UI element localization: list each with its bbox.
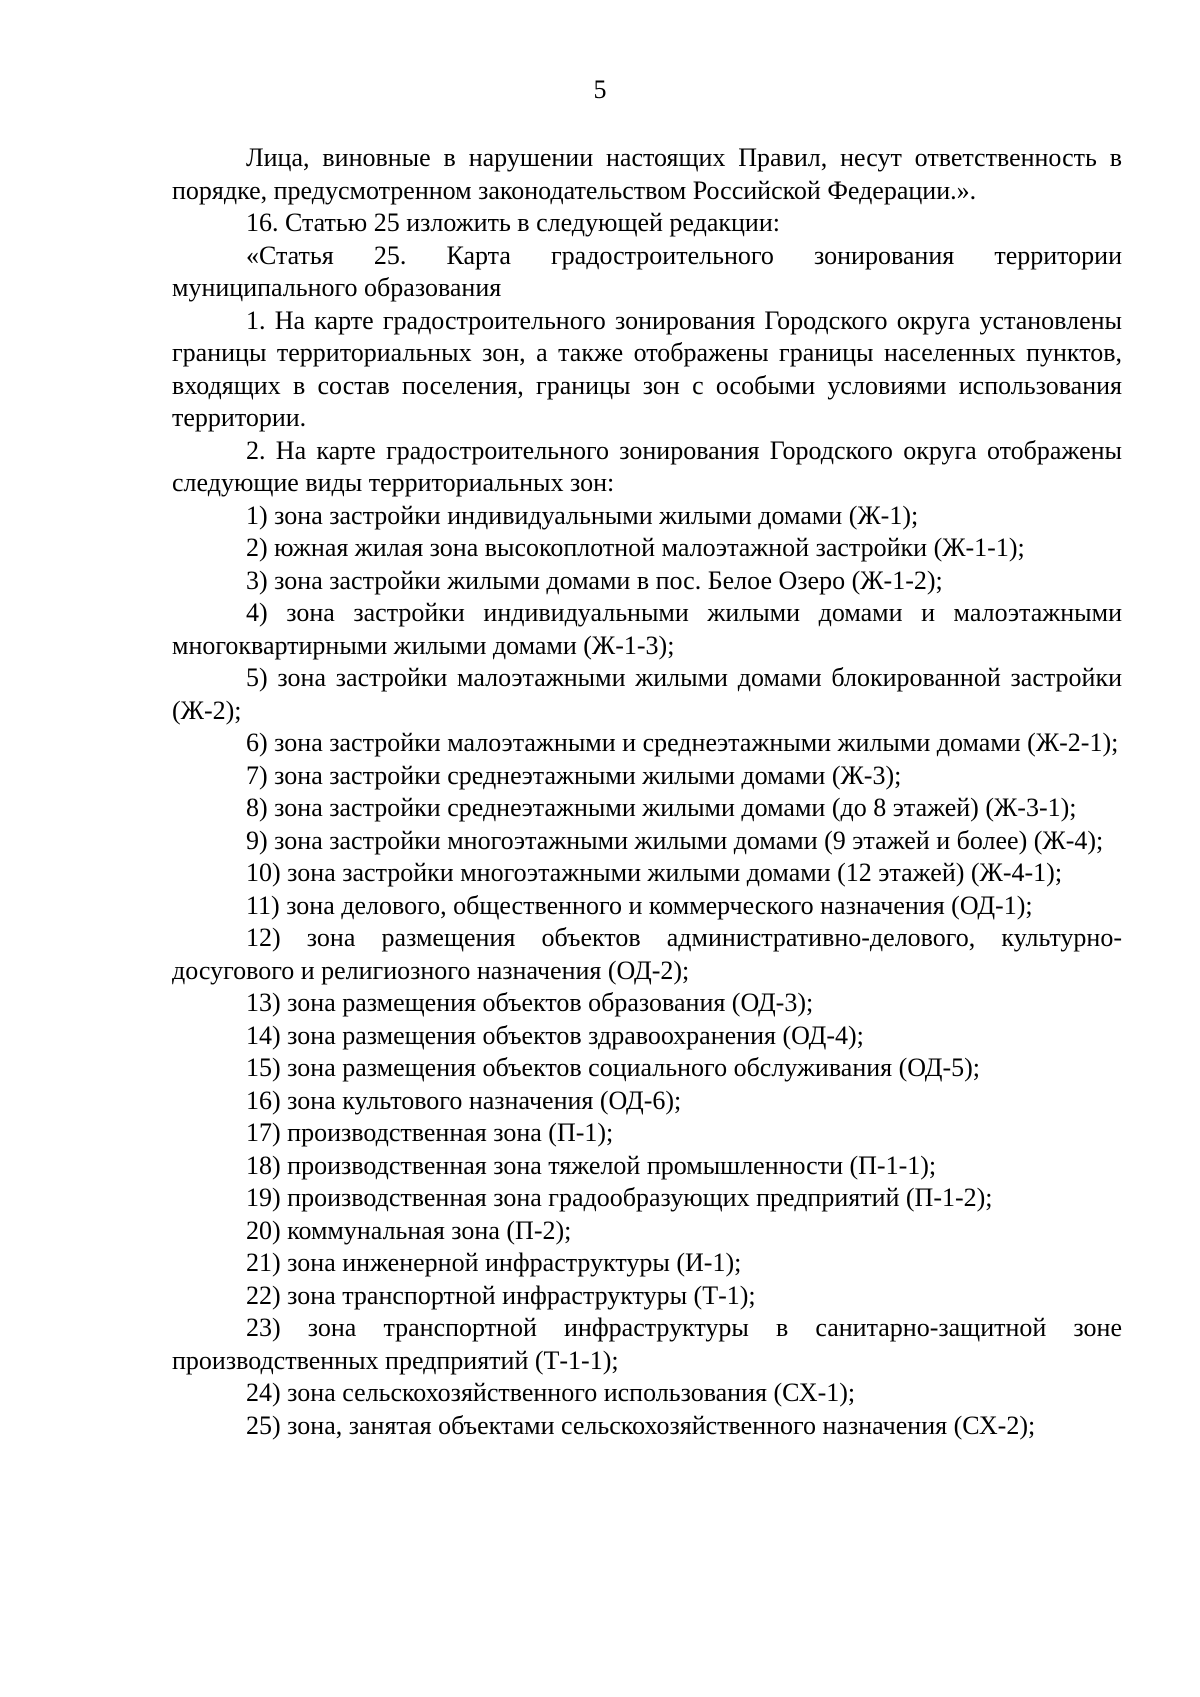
zone-list-item: 6) зона застройки малоэтажными и среднеэтажными жилыми домами (Ж-2-1); <box>246 728 1119 757</box>
zone-list-item: 8) зона застройки среднеэтажными жилыми домами (до 8 этажей) (Ж-3-1); <box>246 793 1077 822</box>
zone-list-item: 18) производственная зона тяжелой промышленности (П-1-1); <box>246 1150 937 1180</box>
zone-list-item: 24) зона сельскохозяйственного использования (СХ-1); <box>246 1378 856 1407</box>
paragraph-liability: Лица, виновные в нарушении настоящих Правил, несут ответственность в порядке, предусмотренном законодательством Российской Федерации.». <box>172 143 1122 205</box>
zone-list-item: 11) зона делового, общественного и коммерческого назначения (ОД-1); <box>246 890 1033 920</box>
zone-list-item: 16) зона культового назначения (ОД-6); <box>246 1085 682 1115</box>
zone-list-item: 12) зона размещения объектов административно-делового, культурно-досугового и религиозного назначения (ОД-2); <box>172 923 1122 985</box>
zone-list-item: 3) зона застройки жилыми домами в пос. Белое Озеро (Ж-1-2); <box>246 565 943 595</box>
zone-list-item: 21) зона инженерной инфраструктуры (И-1); <box>246 1248 742 1277</box>
zone-list-item: 23) зона транспортной инфраструктуры в санитарно-защитной зоне производственных предприятий (Т-1-1); <box>172 1313 1122 1375</box>
zone-list-item: 1) зона застройки индивидуальными жилыми домами (Ж-1); <box>246 500 919 530</box>
zone-list-item: 13) зона размещения объектов образования (ОД-3); <box>246 988 814 1017</box>
paragraph-clause-2: 2. На карте градостроительного зонирования Городского округа отображены следующие виды территориальных зон: <box>172 435 1122 497</box>
document-body <box>172 142 1122 1442</box>
zone-list-item: 7) зона застройки среднеэтажными жилыми домами (Ж-3); <box>246 760 902 790</box>
page-number: 5 <box>593 75 607 104</box>
zone-list-item: 14) зона размещения объектов здравоохранения (ОД-4); <box>246 1020 864 1050</box>
zone-list-item: 17) производственная зона (П-1); <box>246 1118 614 1147</box>
zone-list-item: 20) коммунальная зона (П-2); <box>246 1215 572 1245</box>
zone-list-item: 5) зона застройки малоэтажными жилыми домами блокированной застройки (Ж-2); <box>172 663 1122 725</box>
zone-list-item: 22) зона транспортной инфраструктуры (Т-1); <box>246 1280 756 1310</box>
zone-list-item: 2) южная жилая зона высокоплотной малоэтажной застройки (Ж-1-1); <box>246 533 1025 562</box>
paragraph-article-25-title: «Статья 25. Карта градостроительного зонирования территории муниципального образования <box>172 240 1122 302</box>
zone-list-item: 15) зона размещения объектов социального обслуживания (ОД-5); <box>246 1053 981 1082</box>
zone-list-item: 25) зона, занятая объектами сельскохозяйственного назначения (СХ-2); <box>246 1410 1036 1440</box>
paragraph-clause-1: 1. На карте градостроительного зонирования Городского округа установлены границы территориальных зон, а также отображены границы населенных пунктов, входящих в состав поселения, границы зон с особыми условиями использования территории. <box>172 305 1122 432</box>
zone-list-item: 19) производственная зона градообразующих предприятий (П-1-2); <box>246 1183 993 1212</box>
paragraph-amendment-16: 16. Статью 25 изложить в следующей редакции: <box>246 208 780 237</box>
zone-list-item: 4) зона застройки индивидуальными жилыми домами и малоэтажными многоквартирными жилыми домами (Ж-1-3); <box>172 598 1122 660</box>
zone-list-item: 9) зона застройки многоэтажными жилыми домами (9 этажей и более) (Ж-4); <box>246 825 1104 855</box>
zone-list-item: 10) зона застройки многоэтажными жилыми домами (12 этажей) (Ж-4-1); <box>246 858 1063 887</box>
